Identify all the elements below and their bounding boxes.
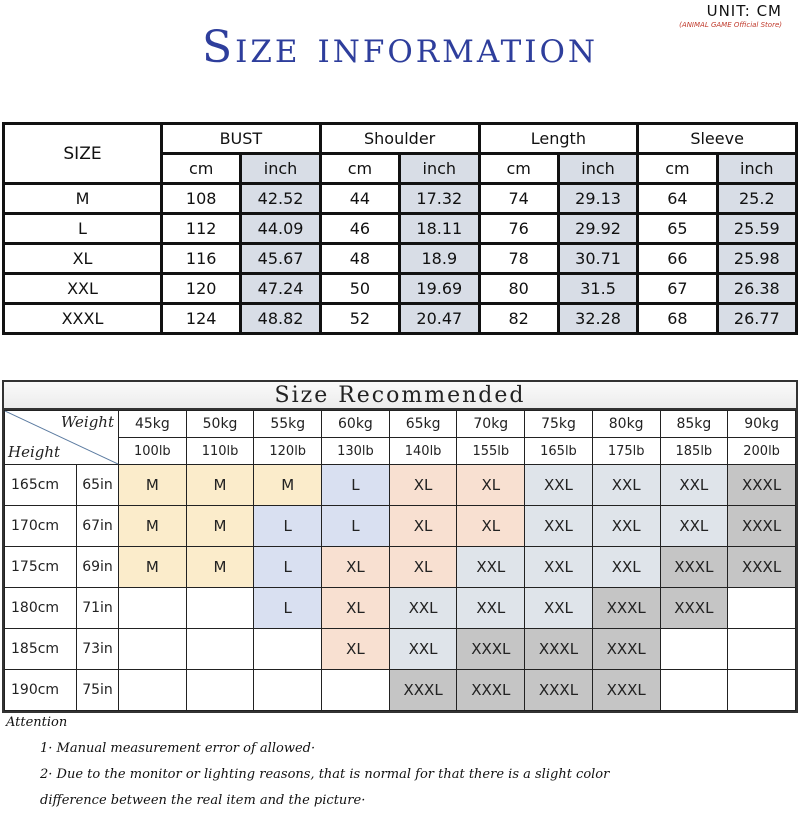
recommend-size-cell <box>728 670 796 711</box>
recommend-size-cell: XXL <box>660 465 728 506</box>
weight-lb-header: 185lb <box>660 438 728 465</box>
recommend-size-cell: XL <box>389 547 457 588</box>
recommend-size-cell: XXL <box>389 629 457 670</box>
height-cm: 175cm <box>5 547 77 588</box>
recommend-size-cell <box>119 670 187 711</box>
weight-lb-header: 200lb <box>728 438 796 465</box>
inch-cell: 30.71 <box>558 244 637 274</box>
unit-header-inch: inch <box>400 154 479 184</box>
inch-cell: 42.52 <box>241 184 320 214</box>
height-in: 69in <box>77 547 119 588</box>
recommend-size-cell: XXL <box>660 506 728 547</box>
height-cm: 180cm <box>5 588 77 629</box>
recommend-size-cell: XXXL <box>525 629 593 670</box>
inch-cell: 25.59 <box>717 214 796 244</box>
height-cm: 185cm <box>5 629 77 670</box>
recommend-size-cell: XXL <box>592 506 660 547</box>
recommend-size-cell: M <box>119 506 187 547</box>
weight-kg-header: 80kg <box>592 411 660 438</box>
size-cell: M <box>4 184 162 214</box>
inch-cell: 19.69 <box>400 274 479 304</box>
cm-cell: 116 <box>162 244 241 274</box>
recommend-size-cell: L <box>322 465 390 506</box>
recommend-size-cell: L <box>254 588 322 629</box>
table-row <box>5 547 796 588</box>
recommend-size-cell: XXXL <box>728 465 796 506</box>
cm-cell: 67 <box>638 274 717 304</box>
recommend-size-cell: XXXL <box>525 670 593 711</box>
weight-lb-header: 130lb <box>322 438 390 465</box>
recommend-size-cell: M <box>254 465 322 506</box>
inch-cell: 45.67 <box>241 244 320 274</box>
recommend-size-cell <box>660 670 728 711</box>
recommend-size-cell <box>119 629 187 670</box>
attention-item: difference between the real item and the picture· <box>40 793 366 808</box>
size-cell: XXL <box>4 274 162 304</box>
weight-label: Weight <box>60 413 114 431</box>
recommend-size-cell: XXL <box>457 547 525 588</box>
inch-cell: 25.98 <box>717 244 796 274</box>
attention-item: 1· Manual measurement error of allowed· <box>40 741 316 756</box>
recommend-size-cell: XXL <box>389 588 457 629</box>
cm-cell: 120 <box>162 274 241 304</box>
inch-cell: 25.2 <box>717 184 796 214</box>
recommend-table <box>4 410 796 711</box>
weight-lb-header: 140lb <box>389 438 457 465</box>
cm-cell: 82 <box>479 304 558 334</box>
table-row <box>4 214 797 244</box>
cm-cell: 112 <box>162 214 241 244</box>
inch-cell: 32.28 <box>558 304 637 334</box>
weight-lb-header: 165lb <box>525 438 593 465</box>
table-row <box>5 506 796 547</box>
unit-header-inch: inch <box>558 154 637 184</box>
recommend-title: Size Recommended <box>4 382 796 410</box>
recommend-size-cell <box>186 588 254 629</box>
weight-height-corner <box>5 411 119 465</box>
recommend-size-cell: XXXL <box>660 588 728 629</box>
recommend-size-cell: L <box>254 547 322 588</box>
height-in: 75in <box>77 670 119 711</box>
table-row <box>4 304 797 334</box>
height-cm: 165cm <box>5 465 77 506</box>
attention-heading: Attention <box>6 715 68 730</box>
store-label: (ANIMAL GAME Official Store) <box>679 21 782 29</box>
inch-cell: 20.47 <box>400 304 479 334</box>
unit-header-cm: cm <box>162 154 241 184</box>
inch-cell: 48.82 <box>241 304 320 334</box>
table-row <box>5 670 796 711</box>
recommend-size-cell: XXXL <box>592 629 660 670</box>
recommend-size-cell: XXL <box>525 547 593 588</box>
recommend-size-cell: XXXL <box>728 506 796 547</box>
weight-kg-header: 90kg <box>728 411 796 438</box>
cm-cell: 46 <box>320 214 399 244</box>
weight-kg-header: 75kg <box>525 411 593 438</box>
weight-lb-header: 110lb <box>186 438 254 465</box>
height-in: 73in <box>77 629 119 670</box>
inch-cell: 17.32 <box>400 184 479 214</box>
recommend-size-cell: XXXL <box>457 629 525 670</box>
recommend-size-cell: XL <box>457 506 525 547</box>
recommend-size-cell: XL <box>322 629 390 670</box>
recommend-size-cell <box>660 629 728 670</box>
weight-kg-header: 60kg <box>322 411 390 438</box>
recommend-size-cell: XL <box>389 506 457 547</box>
group-header: Shoulder <box>320 124 479 154</box>
cm-cell: 74 <box>479 184 558 214</box>
unit-header-inch: inch <box>241 154 320 184</box>
unit-header-cm: cm <box>479 154 558 184</box>
height-in: 71in <box>77 588 119 629</box>
group-header: Length <box>479 124 638 154</box>
cm-cell: 44 <box>320 184 399 214</box>
recommend-size-cell: XXL <box>592 465 660 506</box>
size-recommended-chart <box>2 380 798 713</box>
height-cm: 190cm <box>5 670 77 711</box>
unit-label-block <box>679 2 782 29</box>
recommend-size-cell: XXXL <box>660 547 728 588</box>
recommend-size-cell <box>186 670 254 711</box>
weight-lb-header: 120lb <box>254 438 322 465</box>
recommend-size-cell: M <box>119 547 187 588</box>
height-in: 65in <box>77 465 119 506</box>
recommend-size-cell: XXL <box>525 506 593 547</box>
inch-cell: 29.92 <box>558 214 637 244</box>
inch-cell: 44.09 <box>241 214 320 244</box>
cm-cell: 80 <box>479 274 558 304</box>
weight-kg-header: 70kg <box>457 411 525 438</box>
table-row <box>5 588 796 629</box>
recommend-size-cell <box>728 629 796 670</box>
recommend-size-cell: XXL <box>525 588 593 629</box>
attention-notes <box>6 710 609 814</box>
recommend-size-cell <box>254 629 322 670</box>
recommend-size-cell <box>728 588 796 629</box>
table-row <box>4 184 797 214</box>
attention-item: 2· Due to the monitor or lighting reasons, that is normal for that there is a slight color <box>40 767 610 782</box>
size-cell: XXXL <box>4 304 162 334</box>
inch-cell: 31.5 <box>558 274 637 304</box>
unit-header-inch: inch <box>717 154 796 184</box>
size-cell: XL <box>4 244 162 274</box>
group-header: Sleeve <box>638 124 797 154</box>
height-in: 67in <box>77 506 119 547</box>
recommend-size-cell: XL <box>322 547 390 588</box>
inch-cell: 18.9 <box>400 244 479 274</box>
weight-kg-header: 85kg <box>660 411 728 438</box>
recommend-size-cell: XXXL <box>592 588 660 629</box>
cm-cell: 68 <box>638 304 717 334</box>
inch-cell: 26.77 <box>717 304 796 334</box>
recommend-size-cell: XXL <box>592 547 660 588</box>
table-row <box>4 244 797 274</box>
weight-lb-header: 175lb <box>592 438 660 465</box>
cm-cell: 66 <box>638 244 717 274</box>
cm-cell: 78 <box>479 244 558 274</box>
page-title: Size information <box>201 22 599 73</box>
unit-header-cm: cm <box>638 154 717 184</box>
weight-kg-header: 50kg <box>186 411 254 438</box>
recommend-size-cell <box>322 670 390 711</box>
inch-cell: 29.13 <box>558 184 637 214</box>
recommend-size-cell <box>119 588 187 629</box>
recommend-size-cell: XL <box>457 465 525 506</box>
inch-cell: 26.38 <box>717 274 796 304</box>
recommend-size-cell: XXXL <box>728 547 796 588</box>
recommend-size-cell: M <box>186 547 254 588</box>
table-row <box>5 465 796 506</box>
group-header: BUST <box>162 124 321 154</box>
recommend-size-cell: M <box>119 465 187 506</box>
table-row <box>4 274 797 304</box>
recommend-size-cell: M <box>186 506 254 547</box>
size-info-table <box>2 122 798 335</box>
cm-cell: 108 <box>162 184 241 214</box>
recommend-size-cell: XL <box>322 588 390 629</box>
recommend-size-cell: XXXL <box>457 670 525 711</box>
recommend-size-cell: M <box>186 465 254 506</box>
cm-cell: 65 <box>638 214 717 244</box>
cm-cell: 48 <box>320 244 399 274</box>
weight-kg-header: 65kg <box>389 411 457 438</box>
recommend-size-cell: XXL <box>525 465 593 506</box>
recommend-size-cell <box>186 629 254 670</box>
recommend-size-cell: L <box>322 506 390 547</box>
cm-cell: 76 <box>479 214 558 244</box>
recommend-size-cell <box>254 670 322 711</box>
cm-cell: 64 <box>638 184 717 214</box>
recommend-size-cell: L <box>254 506 322 547</box>
recommend-size-cell: XXL <box>457 588 525 629</box>
table-row <box>5 629 796 670</box>
height-cm: 170cm <box>5 506 77 547</box>
weight-lb-header: 100lb <box>119 438 187 465</box>
weight-kg-header: 55kg <box>254 411 322 438</box>
recommend-size-cell: XXXL <box>389 670 457 711</box>
cm-cell: 50 <box>320 274 399 304</box>
unit-header-cm: cm <box>320 154 399 184</box>
inch-cell: 18.11 <box>400 214 479 244</box>
weight-lb-header: 155lb <box>457 438 525 465</box>
cm-cell: 124 <box>162 304 241 334</box>
weight-kg-header: 45kg <box>119 411 187 438</box>
size-cell: L <box>4 214 162 244</box>
recommend-size-cell: XL <box>389 465 457 506</box>
recommend-size-cell: XXXL <box>592 670 660 711</box>
size-header: SIZE <box>4 124 162 184</box>
inch-cell: 47.24 <box>241 274 320 304</box>
unit-label: UNIT: CM <box>706 2 782 20</box>
cm-cell: 52 <box>320 304 399 334</box>
height-label: Height <box>8 443 61 461</box>
